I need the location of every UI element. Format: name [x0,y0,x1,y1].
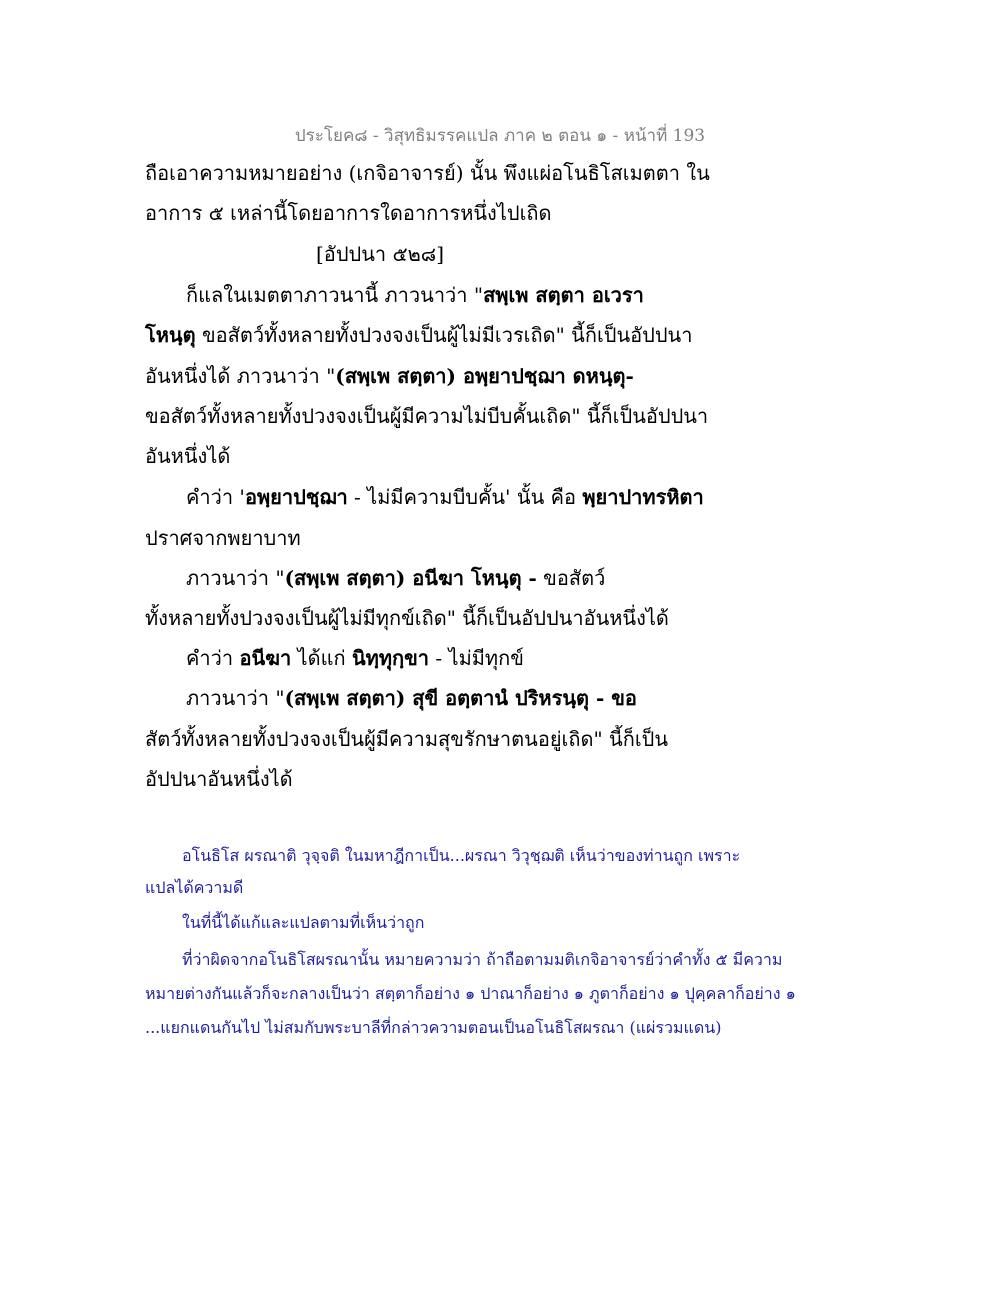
body-line-16: อัปปนาอันหนึ่งได้ [145,767,293,791]
body-line-9 [186,487,704,507]
body-line-12: ทั้งหลายทั้งปวงจงเป็นผู้ไม่มีทุกข์เถิด" นี้ก็เป็นอัปปนาอันหนึ่งได้ [145,606,669,630]
body-line-2: อาการ ๕ เหล่านี้โดยอาการใดอาการหนึ่งไปเถิด [145,201,552,225]
body-line-10: ปราศจากพยาบาท [145,526,301,550]
pali-text: อพฺยาปชฺฌา [244,485,348,509]
footnote-line-1: อโนธิโส ผรณาติ วุจฺจติ ในมหาฎีกาเป็น...ผรณา วิวุชฺฌติ เห็นว่าของท่านถูก เพราะ [182,846,741,865]
body-line-6 [145,366,634,386]
pali-text: โหนฺตุ [145,323,196,347]
body-line-4 [186,285,644,305]
pali-text: สพฺเพ สตฺตา อเวรา [483,283,644,307]
text-span: คำว่า [186,646,240,670]
footnote-line-2: แปลได้ความดี [145,878,244,897]
text-span: ได้แก่ [291,646,352,670]
body-line-8: อันหนึ่งได้ [145,444,231,468]
text-span: อันหนึ่งได้ ภาวนาว่า " [145,364,336,388]
body-line-13 [186,648,524,668]
text-span: - ไม่มีทุกข์ [429,646,524,670]
text-span: ภาวนาว่า " [186,566,285,590]
pali-text: (สพฺเพ สตฺตา) อนีฆา โหนฺตุ - [284,566,537,590]
page-header: ประโยค๘ - วิสุทธิมรรคแปล ภาค ๒ ตอน ๑ - หน้าที่ 193 [294,126,706,146]
pali-text: พฺยาปาทรหิตา [582,485,704,509]
pali-text: - ขอ [588,686,637,710]
text-span: ภาวนาว่า " [186,686,285,710]
body-line-7: ขอสัตว์ทั้งหลายทั้งปวงจงเป็นผู้มีความไม่บีบคั้นเถิด" นี้ก็เป็นอัปปนา [145,404,709,428]
body-line-1: ถือเอาความหมายอย่าง (เกจิอาจารย์) นั้น พึงแผ่อโนธิโสเมตตา ใน [145,161,710,185]
text-span: ก็แลในเมตตาภาวนานี้ ภาวนาว่า " [186,283,484,307]
section-marker: [อัปปนา ๕๒๘] [316,242,445,266]
text-span: - ไม่มีความบีบคั้น' นั้น คือ [347,485,583,509]
footnote-line-6: ...แยกแดนกันไป ไม่สมกับพระบาลีที่กล่าวความตอนเป็นอโนธิโสผรณา (แผ่รวมแดน) [145,1018,722,1037]
pali-text: อนีฆา [239,646,292,670]
body-line-14 [186,688,637,708]
footnote-line-3: ในที่นี้ได้แก้และแปลตามที่เห็นว่าถูก [182,913,425,932]
body-line-11 [186,568,605,588]
text-span: คำว่า ' [186,485,245,509]
pali-text: (สพฺเพ สตฺตา) อพฺยาปชฺฌา ดหนฺตุ- [335,364,634,388]
pali-text: (สพฺเพ สตฺตา) สุขี อตฺตานํ ปริหรนฺตุ [284,686,589,710]
body-line-15: สัตว์ทั้งหลายทั้งปวงจงเป็นผู้มีความสุขรักษาตนอยู่เถิด" นี้ก็เป็น [145,727,669,751]
footnote-line-5: หมายต่างกันแล้วก็จะกลางเป็นว่า สตฺตาก็อย่าง ๑ ปาณาก็อย่าง ๑ ภูตาก็อย่าง ๑ ปุคฺคลาก็อย่าง ๑ [145,984,796,1003]
body-line-5 [145,325,692,345]
footnote-line-4: ที่ว่าผิดจากอโนธิโสผรณานั้น หมายความว่า ถ้าถือตามมติเกจิอาจารย์ว่าคำทั้ง ๕ มีความ [182,950,783,969]
text-span: ขอสัตว์ [536,566,606,590]
text-span: ขอสัตว์ทั้งหลายทั้งปวงจงเป็นผู้ไม่มีเวรเถิด" นี้ก็เป็นอัปปนา [195,323,693,347]
pali-text: นิทฺทุกฺขา [351,646,430,670]
